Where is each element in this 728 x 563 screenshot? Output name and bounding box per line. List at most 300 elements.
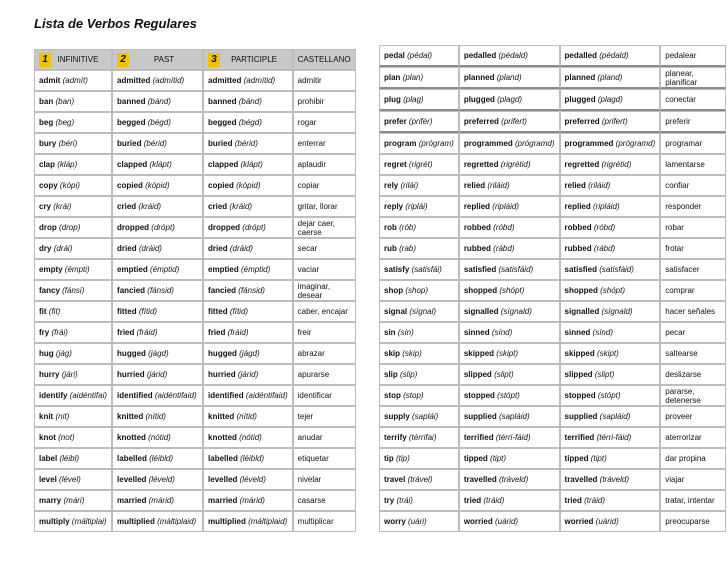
pronunciation: (járid)	[146, 370, 168, 379]
verb-form: slip	[384, 370, 398, 379]
verb-cell	[203, 91, 293, 112]
verb-cell	[560, 427, 661, 448]
verb-cell	[34, 322, 112, 343]
table-row	[34, 259, 356, 280]
table-row	[34, 175, 356, 196]
pronunciation: (sígnald)	[601, 307, 633, 316]
verb-cell	[112, 490, 203, 511]
verb-form: admitted	[208, 76, 242, 85]
verb-cell	[459, 133, 560, 154]
pronunciation: (térri-fáid)	[596, 433, 632, 442]
spanish-meaning: preferir	[660, 111, 726, 133]
table-row	[34, 406, 356, 427]
verb-cell	[203, 301, 293, 322]
verb-cell	[203, 385, 293, 406]
verb-cell	[379, 111, 459, 133]
verb-cell	[203, 112, 293, 133]
verb-form: clap	[39, 160, 56, 169]
table-row	[379, 259, 726, 280]
verb-form: tipped	[564, 454, 589, 463]
verb-form: tipped	[463, 454, 488, 463]
table-row	[379, 217, 726, 238]
verb-cell	[560, 448, 661, 469]
verb-form: married	[208, 496, 238, 505]
verb-cell	[112, 196, 203, 217]
pronunciation: (drópt)	[242, 223, 266, 232]
spanish-meaning: aplaudir	[293, 154, 356, 175]
verb-form: shopped	[463, 286, 498, 295]
table-row	[34, 70, 356, 91]
pronunciation: (léibl)	[59, 454, 80, 463]
spanish-meaning: casarse	[293, 490, 356, 511]
verb-cell	[459, 322, 560, 343]
pronunciation: (fítid)	[229, 307, 249, 316]
verb-cell	[112, 427, 203, 448]
spanish-meaning: tratar, intentar	[660, 490, 726, 511]
spanish-meaning: secar	[293, 238, 356, 259]
pronunciation: (riláid)	[487, 181, 510, 190]
verb-cell	[560, 385, 661, 406]
spanish-meaning: freir	[293, 322, 356, 343]
pronunciation: (rábd)	[593, 244, 616, 253]
pronunciation: (rábd)	[493, 244, 515, 253]
verb-form: cried	[117, 202, 137, 211]
table-row	[34, 238, 356, 259]
pronunciation: (stópt)	[497, 391, 520, 400]
pronunciation: (tráveld)	[498, 475, 529, 484]
verb-cell	[203, 175, 293, 196]
pronunciation: (nítid)	[145, 412, 166, 421]
verb-form: reply	[384, 202, 404, 211]
verb-form: emptied	[208, 265, 239, 274]
verb-cell	[560, 133, 661, 154]
spanish-meaning: responder	[660, 196, 726, 217]
verb-cell	[379, 343, 459, 364]
verb-form: drop	[39, 223, 57, 232]
pronunciation: (klápt)	[240, 160, 263, 169]
pronunciation: (rab)	[399, 244, 417, 253]
pronunciation: (bánd)	[147, 97, 171, 106]
verb-cell	[34, 343, 112, 364]
table-row	[379, 89, 726, 111]
pronunciation: (tráid)	[584, 496, 605, 505]
pronunciation: (bérid)	[143, 139, 167, 148]
verb-form: copied	[117, 181, 143, 190]
verb-form: marry	[39, 496, 62, 505]
verb-form: empty	[39, 265, 63, 274]
verb-cell	[203, 154, 293, 175]
pronunciation: (fánsid)	[147, 286, 174, 295]
spanish-meaning: imaginar, desear	[293, 280, 356, 301]
verb-cell	[203, 343, 293, 364]
verb-cell	[459, 364, 560, 385]
verb-cell	[459, 196, 560, 217]
verb-form: prefer	[384, 117, 407, 126]
verb-cell	[560, 175, 661, 196]
verb-cell	[379, 322, 459, 343]
pronunciation: (saplái)	[412, 412, 439, 421]
right-verb-table	[379, 45, 726, 532]
verb-form: planned	[564, 73, 596, 82]
verb-cell	[34, 427, 112, 448]
verb-cell	[112, 343, 203, 364]
verb-cell	[34, 70, 112, 91]
table-row	[34, 469, 356, 490]
verb-form: begged	[117, 118, 146, 127]
verb-form: terrified	[463, 433, 494, 442]
verb-cell	[112, 112, 203, 133]
spanish-meaning: preocuparse	[660, 511, 726, 532]
verb-cell	[34, 259, 112, 280]
verb-form: sinned	[564, 328, 591, 337]
verb-form: hurried	[208, 370, 236, 379]
verb-form: terrify	[384, 433, 407, 442]
verb-cell	[112, 364, 203, 385]
verb-form: buried	[117, 139, 142, 148]
verb-form: fancy	[39, 286, 60, 295]
pronunciation: (tip)	[396, 454, 410, 463]
verb-cell	[379, 67, 459, 89]
pronunciation: (trável)	[407, 475, 433, 484]
table-row	[379, 364, 726, 385]
pronunciation: (térri-fáid)	[495, 433, 531, 442]
pronunciation: (frái)	[51, 328, 68, 337]
verb-form: travelled	[463, 475, 497, 484]
pronunciation: (léveld)	[148, 475, 175, 484]
verb-form: fitted	[208, 307, 228, 316]
verb-form: worry	[384, 517, 406, 526]
pronunciation: (léveld)	[239, 475, 266, 484]
pronunciation: (léibld)	[149, 454, 174, 463]
table-header-row	[34, 49, 356, 70]
table-row	[34, 280, 356, 301]
verb-cell	[112, 217, 203, 238]
verb-cell	[379, 511, 459, 532]
pronunciation: (satisfáid)	[599, 265, 634, 274]
verb-cell	[459, 385, 560, 406]
verb-cell	[459, 238, 560, 259]
verb-cell	[34, 91, 112, 112]
verb-form: multiplied	[117, 517, 155, 526]
verb-cell	[560, 89, 661, 111]
verb-cell	[560, 511, 661, 532]
pronunciation: (prifér)	[408, 117, 433, 126]
table-row	[34, 301, 356, 322]
verb-cell	[560, 280, 661, 301]
verb-cell	[459, 89, 560, 111]
pronunciation: (róbd)	[493, 223, 515, 232]
verb-cell	[34, 511, 112, 532]
verb-form: shopped	[564, 286, 598, 295]
verb-form: label	[39, 454, 58, 463]
verb-cell	[203, 133, 293, 154]
table-row	[34, 112, 356, 133]
header-label: PARTICIPLE	[231, 55, 278, 64]
spanish-meaning: caber, encajar	[293, 301, 356, 322]
verb-form: fried	[117, 328, 135, 337]
verb-cell	[379, 490, 459, 511]
verb-cell	[459, 259, 560, 280]
pronunciation: (kópi)	[59, 181, 80, 190]
verb-cell	[203, 322, 293, 343]
pronunciation: (tipt)	[490, 454, 507, 463]
verb-cell	[560, 67, 661, 89]
pronunciation: (aidéntifaid)	[154, 391, 197, 400]
pronunciation: (sígnald)	[500, 307, 532, 316]
verb-form: dry	[39, 244, 52, 253]
verb-cell	[379, 45, 459, 67]
verb-cell	[560, 301, 661, 322]
pronunciation: (émptid)	[240, 265, 271, 274]
table-row	[379, 111, 726, 133]
verb-cell	[560, 406, 661, 427]
verb-form: pedal	[384, 51, 405, 60]
spanish-meaning: nivelar	[293, 469, 356, 490]
pronunciation: (bánd)	[238, 97, 262, 106]
pronunciation: (fráid)	[136, 328, 158, 337]
verb-form: emptied	[117, 265, 148, 274]
verb-form: admit	[39, 76, 61, 85]
spanish-meaning: apurarse	[293, 364, 356, 385]
verb-cell	[379, 259, 459, 280]
verb-form: knitted	[208, 412, 235, 421]
table-row	[379, 67, 726, 89]
pronunciation: (stópt)	[597, 391, 621, 400]
header-cell	[34, 49, 112, 70]
pronunciation: (rigrét)	[408, 160, 433, 169]
verb-cell	[459, 301, 560, 322]
verb-form: sinned	[463, 328, 490, 337]
table-row	[379, 238, 726, 259]
verb-cell	[112, 154, 203, 175]
verb-cell	[560, 238, 661, 259]
pronunciation: (aidéntifai)	[69, 391, 108, 400]
verb-cell	[34, 154, 112, 175]
pronunciation: (slip)	[400, 370, 418, 379]
pronunciation: (fánsid)	[238, 286, 265, 295]
pronunciation: (klápt)	[149, 160, 172, 169]
verb-cell	[112, 259, 203, 280]
verb-form: knotted	[208, 433, 237, 442]
verb-cell	[203, 511, 293, 532]
verb-form: rub	[384, 244, 397, 253]
pronunciation: (admítid)	[243, 76, 276, 85]
pronunciation: (sapláid)	[599, 412, 631, 421]
verb-form: signalled	[564, 307, 600, 316]
verb-form: buried	[208, 139, 233, 148]
verb-cell	[203, 280, 293, 301]
verb-cell	[459, 111, 560, 133]
spanish-meaning: identificar	[293, 385, 356, 406]
verb-form: dried	[208, 244, 228, 253]
pronunciation: (pland)	[597, 73, 623, 82]
table-row	[379, 385, 726, 406]
verb-form: hugged	[208, 349, 237, 358]
table-row	[34, 490, 356, 511]
verb-form: clapped	[117, 160, 148, 169]
pronunciation: (máltiplaid)	[157, 517, 197, 526]
verb-cell	[459, 511, 560, 532]
pronunciation: (plagd)	[597, 95, 623, 104]
verb-form: terrified	[564, 433, 595, 442]
pronunciation: (máltiplai)	[71, 517, 107, 526]
pronunciation: (járid)	[237, 370, 259, 379]
verb-form: skipped	[463, 349, 495, 358]
verb-form: level	[39, 475, 57, 484]
verb-form: identified	[117, 391, 153, 400]
pronunciation: (prifert)	[601, 117, 628, 126]
spanish-meaning: multiplicar	[293, 511, 356, 532]
pronunciation: (bégd)	[238, 118, 262, 127]
verb-form: rubbed	[564, 244, 592, 253]
verb-form: stopped	[463, 391, 495, 400]
verb-form: robbed	[463, 223, 491, 232]
pronunciation: (uárid)	[494, 517, 519, 526]
pronunciation: (uárid)	[595, 517, 619, 526]
verb-cell	[34, 238, 112, 259]
pronunciation: (fit)	[48, 307, 61, 316]
verb-form: relied	[564, 181, 586, 190]
pronunciation: (pland)	[496, 73, 522, 82]
verb-form: stop	[384, 391, 401, 400]
table-row	[34, 322, 356, 343]
spanish-meaning: pararse, detenerse	[660, 385, 726, 406]
verb-form: plug	[384, 95, 401, 104]
pronunciation: (máltiplaid)	[248, 517, 288, 526]
spanish-meaning: saltearse	[660, 343, 726, 364]
verb-form: supplied	[564, 412, 598, 421]
spanish-meaning: rogar	[293, 112, 356, 133]
pronunciation: (admít)	[62, 76, 88, 85]
verb-form: signal	[384, 307, 408, 316]
spanish-meaning: deslizarse	[660, 364, 726, 385]
verb-form: tried	[564, 496, 582, 505]
verb-cell	[379, 196, 459, 217]
verb-form: program	[384, 139, 417, 148]
verb-form: preferred	[564, 117, 600, 126]
verb-form: slipped	[463, 370, 492, 379]
spanish-meaning: hacer señales	[660, 301, 726, 322]
verb-cell	[459, 67, 560, 89]
spanish-meaning: pecar	[660, 322, 726, 343]
pronunciation: (sín)	[397, 328, 414, 337]
pronunciation: (krái)	[53, 202, 72, 211]
column-number-badge: 1	[39, 53, 51, 67]
pronunciation: (plag)	[403, 95, 424, 104]
verb-form: knot	[39, 433, 56, 442]
verb-cell	[459, 280, 560, 301]
verb-form: travel	[384, 475, 406, 484]
verb-cell	[112, 469, 203, 490]
spanish-meaning: anudar	[293, 427, 356, 448]
pronunciation: (rigrétid)	[500, 160, 531, 169]
spanish-meaning: gritar, llorar	[293, 196, 356, 217]
verb-cell	[379, 469, 459, 490]
pronunciation: (jág)	[55, 349, 72, 358]
verb-form: hurried	[117, 370, 145, 379]
verb-form: relied	[463, 181, 486, 190]
pronunciation: (uári)	[408, 517, 427, 526]
verb-form: banned	[117, 97, 146, 106]
verb-cell	[379, 301, 459, 322]
verb-cell	[112, 238, 203, 259]
verb-cell	[379, 385, 459, 406]
table-row	[379, 490, 726, 511]
pronunciation: (dráid)	[138, 244, 162, 253]
verb-cell	[459, 154, 560, 175]
pronunciation: (not)	[58, 433, 75, 442]
pronunciation: (tráveld)	[599, 475, 630, 484]
pronunciation: (sígnal)	[409, 307, 437, 316]
pronunciation: (térrifai)	[408, 433, 437, 442]
verb-cell	[560, 217, 661, 238]
pronunciation: (fítid)	[138, 307, 158, 316]
verb-form: levelled	[208, 475, 238, 484]
spanish-meaning: lamentarse	[660, 154, 726, 175]
verb-cell	[560, 343, 661, 364]
verb-cell	[34, 490, 112, 511]
pronunciation: (plan)	[402, 73, 424, 82]
verb-cell	[379, 238, 459, 259]
pronunciation: (márid)	[148, 496, 174, 505]
pronunciation: (drái)	[53, 244, 73, 253]
table-row	[379, 45, 726, 67]
spanish-meaning: satisfacer	[660, 259, 726, 280]
verb-form: sin	[384, 328, 396, 337]
spanish-meaning: copiar	[293, 175, 356, 196]
pronunciation: (kláp)	[57, 160, 78, 169]
verb-cell	[379, 217, 459, 238]
spanish-meaning: viajar	[660, 469, 726, 490]
verb-form: pedalled	[564, 51, 597, 60]
pronunciation: (riláid)	[588, 181, 611, 190]
verb-cell	[112, 322, 203, 343]
column-number-badge: 2	[117, 53, 129, 67]
table-row	[379, 322, 726, 343]
verb-form: labelled	[208, 454, 238, 463]
verb-cell	[34, 280, 112, 301]
verb-cell	[34, 448, 112, 469]
verb-cell	[379, 427, 459, 448]
pronunciation: (nótid)	[148, 433, 171, 442]
spanish-meaning: conectar	[660, 89, 726, 111]
verb-cell	[203, 259, 293, 280]
table-row	[379, 133, 726, 154]
verb-form: knotted	[117, 433, 146, 442]
pronunciation: (skipt)	[496, 349, 519, 358]
left-verb-table	[34, 49, 356, 532]
pronunciation: (aidéntifaid)	[245, 391, 288, 400]
table-row	[34, 217, 356, 238]
verb-form: copy	[39, 181, 58, 190]
verb-cell	[560, 259, 661, 280]
verb-form: regretted	[564, 160, 600, 169]
verb-form: copied	[208, 181, 234, 190]
verb-form: beg	[39, 118, 54, 127]
table-row	[34, 343, 356, 364]
verb-cell	[34, 406, 112, 427]
verb-cell	[379, 364, 459, 385]
pronunciation: (márid)	[239, 496, 265, 505]
verb-form: replied	[463, 202, 491, 211]
verb-form: multiply	[39, 517, 70, 526]
verb-form: regretted	[463, 160, 499, 169]
verb-form: rely	[384, 181, 399, 190]
pronunciation: (émptid)	[149, 265, 180, 274]
verb-form: tried	[463, 496, 482, 505]
pronunciation: (sínd)	[592, 328, 613, 337]
verb-cell	[34, 301, 112, 322]
